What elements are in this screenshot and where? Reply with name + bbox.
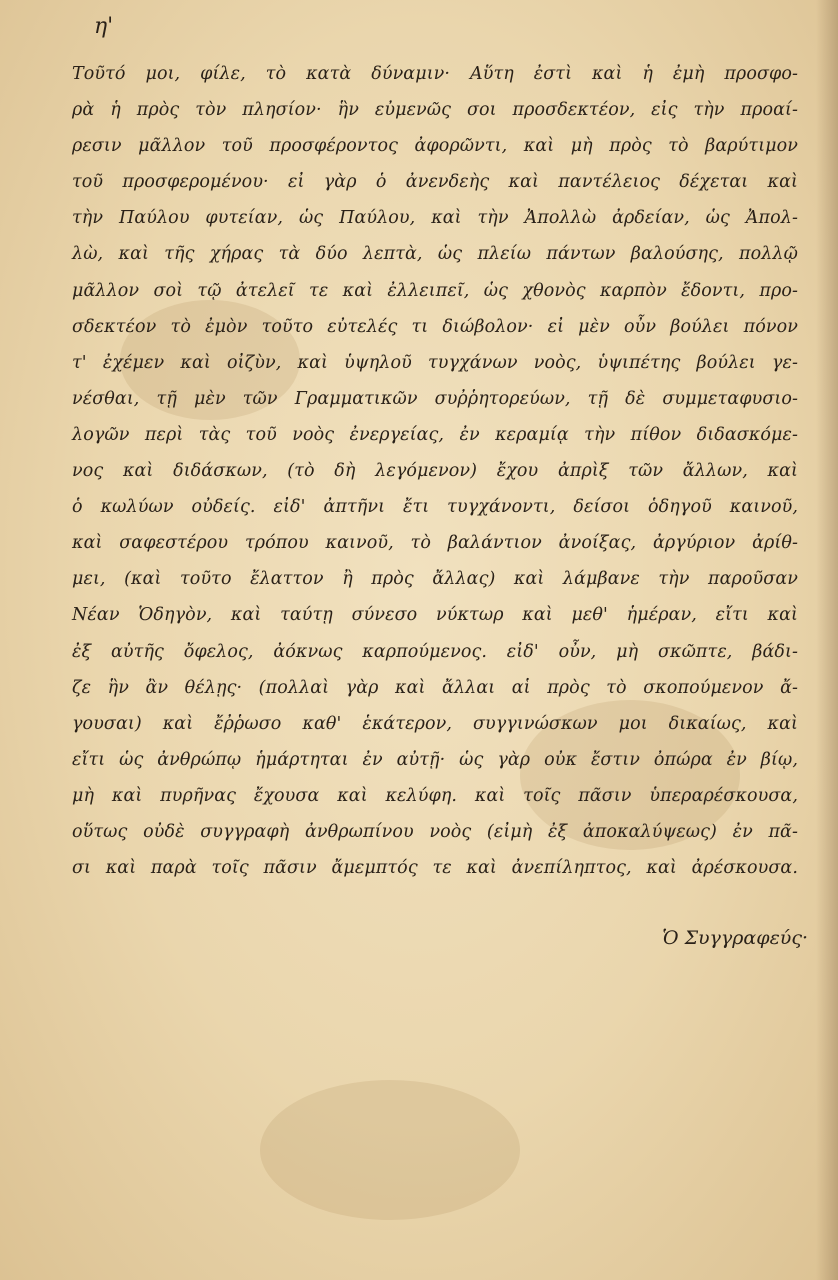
text-line: Νέαν Ὁδηγὸν, καὶ ταύτῃ σύνεσο νύκτωρ καὶ μεθ' ἡμέραν, εἴτι καὶ [72, 605, 798, 626]
text-line: ἐξ αὐτῆς ὄφελος, ἀόκνως καρπούμενος. εἰδ' οὖν, μὴ σκῶπτε, βάδι- [72, 641, 798, 662]
author-signature: Ὁ Συγγραφεύς· [662, 927, 808, 949]
text-line: τ' ἐχέμεν καὶ οἰζὺν, καὶ ὑψηλοῦ τυγχάνων νοὸς, ὑψιπέτης βούλει γε- [72, 352, 798, 373]
body-text [72, 56, 798, 886]
text-line: λογῶν περὶ τὰς τοῦ νοὸς ἐνεργείας, ἐν κεραμίᾳ τὴν πίθον διδασκόμε- [72, 424, 798, 445]
text-line: μὴ καὶ πυρῆνας ἔχουσα καὶ κελύφη. καὶ τοῖς πᾶσιν ὑπεραρέσκουσα, [72, 785, 798, 806]
page-number: η' [94, 14, 114, 39]
text-line: σι καὶ παρὰ τοῖς πᾶσιν ἄμεμπτός τε καὶ ἀνεπίληπτος, καὶ ἀρέσκουσα. [72, 858, 798, 879]
text-line: σδεκτέον τὸ ἐμὸν τοῦτο εὐτελές τι διώβολον· εἰ μὲν οὖν βούλει πόνον [72, 316, 798, 337]
text-line: οὕτως οὐδὲ συγγραφὴ ἀνθρωπίνου νοὸς (εἰμὴ ἐξ ἀποκαλύψεως) ἐν πᾶ- [72, 821, 798, 842]
text-line: ζε ἣν ἂν θέλῃς· (πολλαὶ γὰρ καὶ ἄλλαι αἱ πρὸς τὸ σκοπούμενον ἄ- [72, 677, 798, 698]
text-line: νέσθαι, τῇ μὲν τῶν Γραμματικῶν συῤῥητορεύων, τῇ δὲ συμμεταφυσιο- [72, 388, 798, 409]
text-line: μει, (καὶ τοῦτο ἔλαττον ἢ πρὸς ἄλλας) καὶ λάμβανε τὴν παροῦσαν [72, 569, 798, 590]
text-line: τοῦ προσφερομένου· εἰ γὰρ ὁ ἀνενδεὴς καὶ παντέλειος δέχεται καὶ [72, 172, 798, 193]
text-line: ρὰ ἡ πρὸς τὸν πλησίον· ἣν εὐμενῶς σοι προσδεκτέον, εἰς τὴν προαί- [72, 100, 798, 121]
text-line: γουσαι) καὶ ἔῤῥωσο καθ' ἑκάτερον, συγγινώσκων μοι δικαίως, καὶ [72, 713, 798, 734]
page-gutter-shadow [816, 0, 838, 1280]
text-line: ὁ κωλύων οὐδείς. εἰδ' ἀπτῆνι ἔτι τυγχάνοντι, δείσοι ὁδηγοῦ καινοῦ, [72, 497, 798, 518]
text-line: μᾶλλον σοὶ τῷ ἀτελεῖ τε καὶ ἐλλειπεῖ, ὡς χθονὸς καρπὸν ἔδοντι, προ- [72, 280, 798, 301]
text-line: Τοῦτό μοι, φίλε, τὸ κατὰ δύναμιν· Αὕτη ἐστὶ καὶ ἡ ἐμὴ προσφο- [72, 64, 798, 84]
text-line: ρεσιν μᾶλλον τοῦ προσφέροντος ἀφορῶντι, καὶ μὴ πρὸς τὸ βαρύτιμον [72, 136, 798, 157]
text-line: λὼ, καὶ τῆς χήρας τὰ δύο λεπτὰ, ὡς πλείω πάντων βαλούσης, πολλῷ [72, 244, 798, 265]
text-line: τὴν Παύλου φυτείαν, ὡς Παύλου, καὶ τὴν Ἀπολλὼ ἀρδείαν, ὡς Ἀπολ- [72, 208, 798, 229]
text-line: νος καὶ διδάσκων, (τὸ δὴ λεγόμενον) ἔχου ἀπρὶξ τῶν ἄλλων, καὶ [72, 461, 798, 482]
paper-stain [260, 1080, 520, 1220]
text-line: εἴτι ὡς ἀνθρώπῳ ἡμάρτηται ἐν αὐτῇ· ὡς γὰρ οὐκ ἔστιν ὀπώρα ἐν βίῳ, [72, 749, 798, 770]
text-line: καὶ σαφεστέρου τρόπου καινοῦ, τὸ βαλάντιον ἀνοίξας, ἀργύριον ἀρίθ- [72, 533, 798, 554]
